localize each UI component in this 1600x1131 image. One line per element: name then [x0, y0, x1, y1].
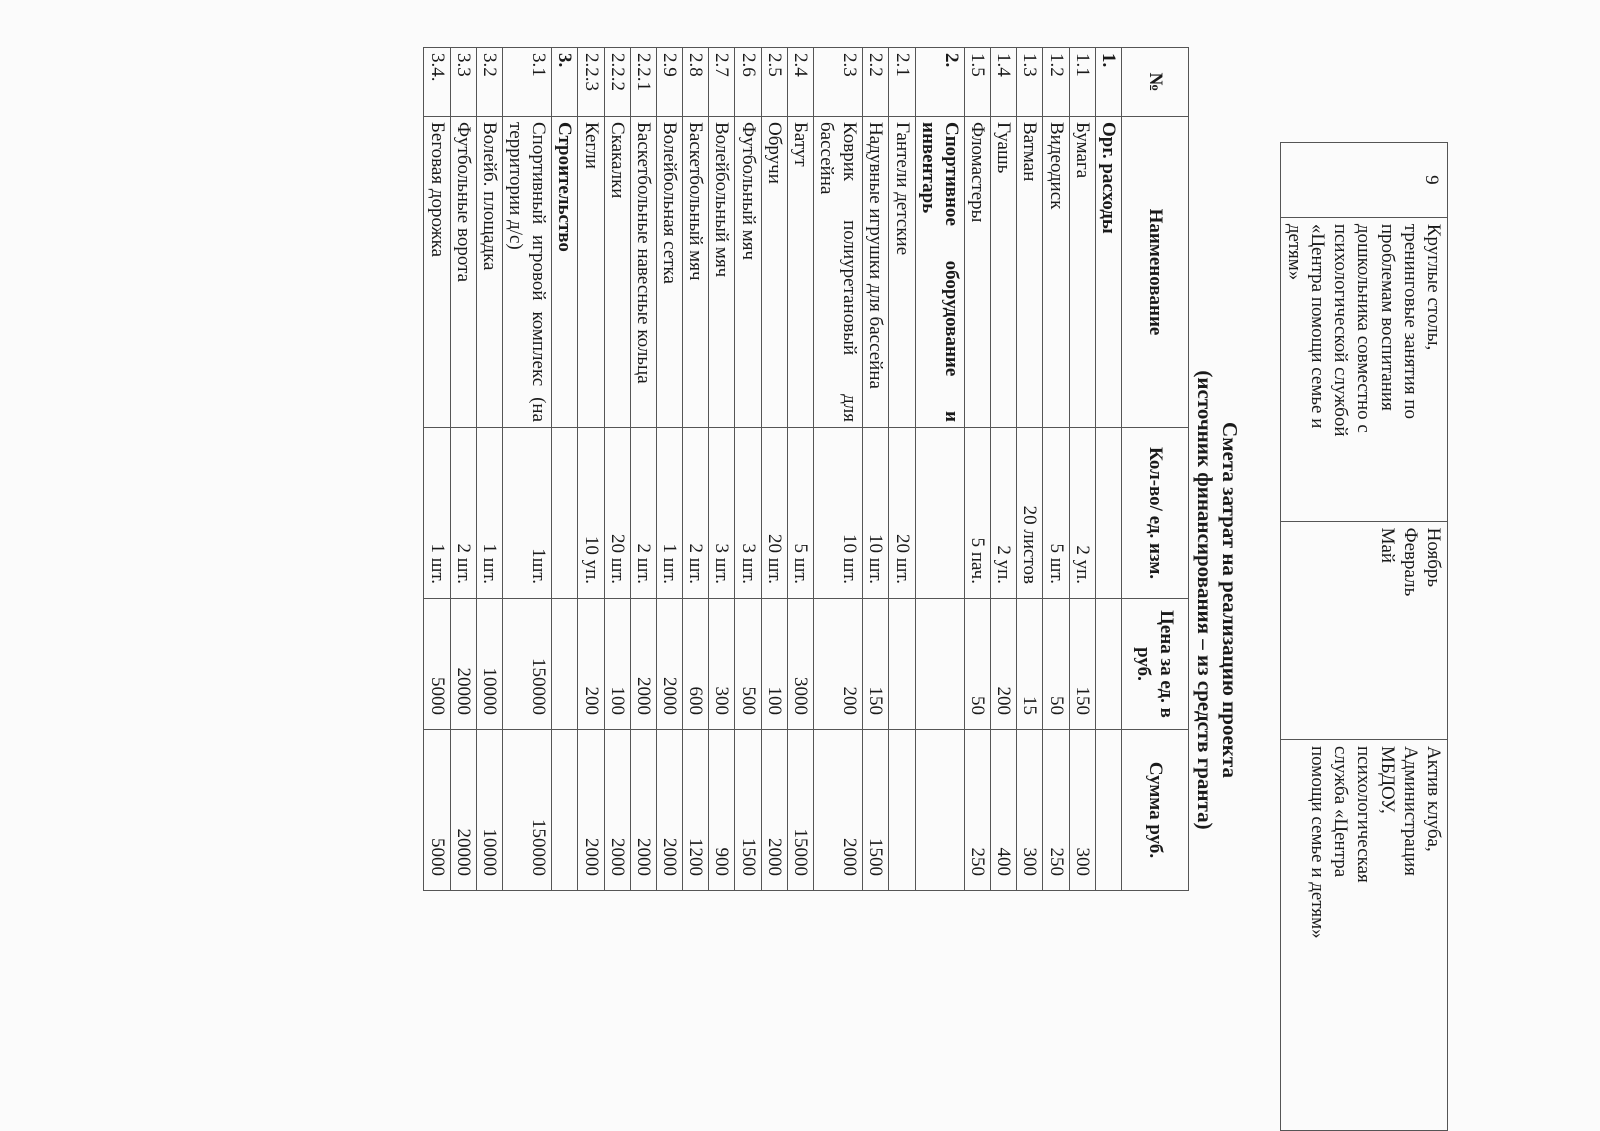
row-name: Волейбольная сетка — [656, 117, 682, 428]
row-name: Строительство — [552, 117, 578, 428]
event-description — [1280, 217, 1447, 521]
row-qty — [915, 428, 964, 599]
section-row — [552, 48, 578, 891]
header-sum: Сумма руб. — [1122, 730, 1189, 891]
row-qty: 10 шт. — [813, 428, 862, 599]
row-sum: 300 — [1017, 730, 1043, 891]
row-qty: 5 шт. — [787, 428, 813, 599]
row-sum: 5000 — [424, 730, 450, 891]
row-number: 2.1 — [889, 48, 915, 117]
event-responsible — [1280, 740, 1447, 1131]
row-number: 2.2.1 — [630, 48, 656, 117]
row-number: 2.5 — [761, 48, 787, 117]
text-line: Круглые столы, — [1423, 223, 1444, 351]
table-row — [761, 48, 787, 891]
row-name: Баскетбольные навесные кольца — [630, 117, 656, 428]
row-number: 1.5 — [964, 48, 990, 117]
row-price: 50 — [1043, 599, 1069, 730]
text-line: детям» — [1283, 223, 1305, 281]
row-number: 2.4 — [787, 48, 813, 117]
row-number: 3.4. — [424, 48, 450, 117]
header-name: Наименование — [1122, 117, 1189, 428]
row-number: 2.8 — [683, 48, 709, 117]
row-qty — [1095, 428, 1121, 599]
row-price: 50 — [964, 599, 990, 730]
text-line: Администрация — [1399, 746, 1421, 876]
row-number: 3.3 — [450, 48, 476, 117]
row-sum: 250 — [1043, 730, 1069, 891]
table-row — [735, 48, 761, 891]
row-sum: 2000 — [813, 730, 862, 891]
text-line: психологическая — [1353, 746, 1375, 883]
row-price: 200 — [578, 599, 604, 730]
table-row — [787, 48, 813, 891]
table-row — [1069, 48, 1095, 891]
events-table — [1280, 142, 1448, 1131]
row-name: Баскетбольный мяч — [683, 117, 709, 428]
table-row — [991, 48, 1017, 891]
row-price: 2000 — [630, 599, 656, 730]
row-name: Гантели детские — [889, 117, 915, 428]
row-sum: 15000 — [787, 730, 813, 891]
table-row — [502, 48, 551, 891]
budget-body — [424, 48, 1122, 891]
table-row — [604, 48, 630, 891]
row-sum: 400 — [991, 730, 1017, 891]
row-number: 2.2.2 — [604, 48, 630, 117]
row-qty: 1 шт. — [476, 428, 502, 599]
row-name: Спортивный игровой комплекс (на территории д/с) — [502, 117, 551, 428]
row-qty: 1шт. — [502, 428, 551, 599]
row-sum: 900 — [709, 730, 735, 891]
row-name: Волейбольный мяч — [709, 117, 735, 428]
row-price: 100 — [761, 599, 787, 730]
row-number: 1.4 — [991, 48, 1017, 117]
row-qty — [552, 428, 578, 599]
row-price — [915, 599, 964, 730]
row-sum: 250 — [964, 730, 990, 891]
table-row — [1017, 48, 1043, 891]
row-sum: 2000 — [630, 730, 656, 891]
row-price: 15 — [1017, 599, 1043, 730]
row-price: 500 — [735, 599, 761, 730]
row-price: 2000 — [656, 599, 682, 730]
row-number: 3.2 — [476, 48, 502, 117]
row-name: Надувные игрушки для бассейна — [863, 117, 889, 428]
row-name: Футбольный мяч — [735, 117, 761, 428]
row-number: 3. — [552, 48, 578, 117]
row-name: Гуашь — [991, 117, 1017, 428]
row-qty: 2 шт. — [683, 428, 709, 599]
row-qty: 20 шт. — [761, 428, 787, 599]
table-row — [813, 48, 862, 891]
budget-title: Смета затрат на реализацию проекта — [1218, 422, 1242, 778]
section-row — [1095, 48, 1121, 891]
row-qty: 10 уп. — [578, 428, 604, 599]
row-price: 100 — [604, 599, 630, 730]
row-sum: 150000 — [502, 730, 551, 891]
text-line: помощи семье и детям» — [1307, 746, 1329, 939]
row-qty: 1 шт. — [656, 428, 682, 599]
row-name: Спортивное оборудование и инвентарь — [915, 117, 964, 428]
row-price: 3000 — [787, 599, 813, 730]
budget-subtitle: (источник финансирования – из средств гранта) — [1193, 370, 1218, 830]
event-dates — [1280, 521, 1447, 739]
row-sum: 10000 — [476, 730, 502, 891]
row-sum — [915, 730, 964, 891]
row-name: Обручи — [761, 117, 787, 428]
row-sum — [1095, 730, 1121, 891]
header-price: Цена за ед. в руб. — [1122, 599, 1189, 730]
row-sum — [889, 730, 915, 891]
row-price: 300 — [709, 599, 735, 730]
text-line: Актив клуба, — [1423, 746, 1444, 852]
row-name: Беговая дорожка — [424, 117, 450, 428]
table-row — [476, 48, 502, 891]
row-qty: 2 уп. — [991, 428, 1017, 599]
row-price: 10000 — [476, 599, 502, 730]
row-qty: 2 шт. — [450, 428, 476, 599]
row-price: 200 — [813, 599, 862, 730]
table-row — [424, 48, 450, 891]
row-name: Скакалки — [604, 117, 630, 428]
row-sum: 1500 — [735, 730, 761, 891]
text-line: проблемам воспитания — [1376, 223, 1398, 411]
row-qty: 2 уп. — [1069, 428, 1095, 599]
header-number: № — [1122, 48, 1189, 117]
row-price: 600 — [683, 599, 709, 730]
table-row — [1280, 143, 1447, 1131]
row-qty: 2 шт. — [630, 428, 656, 599]
row-name: Кегли — [578, 117, 604, 428]
section-row — [915, 48, 964, 891]
row-price — [889, 599, 915, 730]
row-sum — [552, 730, 578, 891]
row-price: 150 — [1069, 599, 1095, 730]
row-number: 2.7 — [709, 48, 735, 117]
row-price — [552, 599, 578, 730]
row-qty: 5 пач. — [964, 428, 990, 599]
text-line: служба «Центра — [1330, 746, 1352, 878]
row-sum: 2000 — [578, 730, 604, 891]
row-sum: 2000 — [656, 730, 682, 891]
budget-header-row — [1122, 48, 1189, 891]
row-sum: 2000 — [604, 730, 630, 891]
row-number: 2. — [915, 48, 964, 117]
text-line: дошкольника совместно с — [1353, 223, 1375, 433]
row-qty: 3 шт. — [709, 428, 735, 599]
row-number: 2.6 — [735, 48, 761, 117]
table-row — [683, 48, 709, 891]
row-name: Футбольные ворота — [450, 117, 476, 428]
text-line: психологической службой — [1330, 223, 1352, 437]
row-name: Ватман — [1017, 117, 1043, 428]
row-number: 1. — [1095, 48, 1121, 117]
row-price: 200 — [991, 599, 1017, 730]
row-name: Видеодиск — [1043, 117, 1069, 428]
row-name: Волейб. площадка — [476, 117, 502, 428]
text-line: «Центра помощи семье и — [1307, 223, 1329, 429]
row-price — [1095, 599, 1121, 730]
text-line: Февраль — [1399, 527, 1421, 597]
row-sum: 20000 — [450, 730, 476, 891]
row-name: Фломастеры — [964, 117, 990, 428]
table-row — [450, 48, 476, 891]
row-name: Коврик полиуретановый для бассейна — [813, 117, 862, 428]
row-number: 1.2 — [1043, 48, 1069, 117]
text-line: МБДОУ, — [1376, 746, 1398, 814]
header-qty: Кол-во/ ед. изм. — [1122, 428, 1189, 599]
event-number: 9 — [1280, 143, 1447, 218]
table-row — [630, 48, 656, 891]
row-number: 2.9 — [656, 48, 682, 117]
row-sum: 1200 — [683, 730, 709, 891]
row-name: Орг. расходы — [1095, 117, 1121, 428]
row-qty: 20 листов — [1017, 428, 1043, 599]
row-price: 5000 — [424, 599, 450, 730]
row-name: Батут — [787, 117, 813, 428]
text-line: тренинговые занятия по — [1399, 223, 1421, 419]
row-number: 1.3 — [1017, 48, 1043, 117]
row-number: 2.3 — [813, 48, 862, 117]
row-qty: 5 шт. — [1043, 428, 1069, 599]
budget-heading — [1192, 100, 1242, 1100]
row-qty: 10 шт. — [863, 428, 889, 599]
row-number: 2.2.3 — [578, 48, 604, 117]
table-row — [889, 48, 915, 891]
table-row — [964, 48, 990, 891]
table-row — [1043, 48, 1069, 891]
row-price: 150000 — [502, 599, 551, 730]
row-number: 1.1 — [1069, 48, 1095, 117]
table-row — [656, 48, 682, 891]
row-qty: 3 шт. — [735, 428, 761, 599]
row-sum: 1500 — [863, 730, 889, 891]
row-price: 150 — [863, 599, 889, 730]
table-row — [578, 48, 604, 891]
row-sum: 300 — [1069, 730, 1095, 891]
budget-table — [423, 47, 1189, 891]
row-qty: 20 шт. — [889, 428, 915, 599]
text-line: Май — [1376, 527, 1398, 564]
table-row — [863, 48, 889, 891]
row-number: 2.2 — [863, 48, 889, 117]
row-sum: 2000 — [761, 730, 787, 891]
text-line: Ноябрь — [1423, 527, 1444, 588]
row-name: Бумага — [1069, 117, 1095, 428]
row-price: 20000 — [450, 599, 476, 730]
row-qty: 20 шт. — [604, 428, 630, 599]
row-qty: 1 шт. — [424, 428, 450, 599]
row-number: 3.1 — [502, 48, 551, 117]
table-row — [709, 48, 735, 891]
